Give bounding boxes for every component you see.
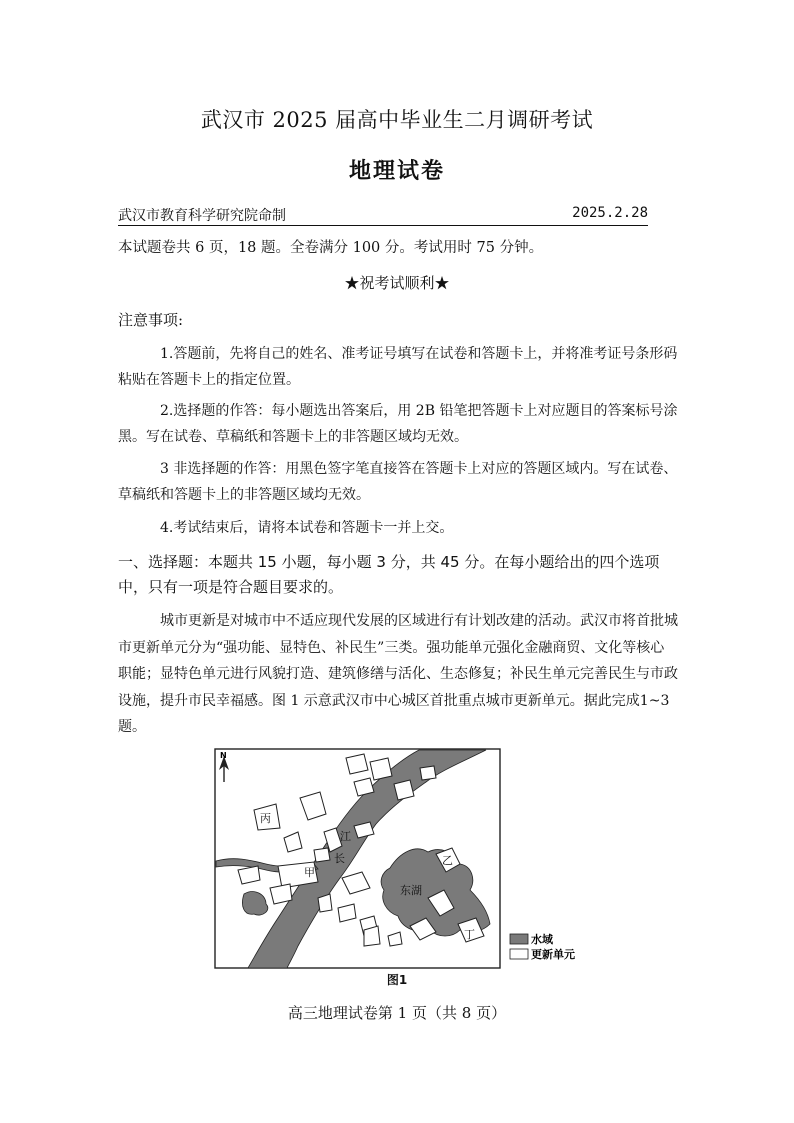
- label-donghu: 东湖: [400, 884, 422, 897]
- page-footer: 高三地理试卷第 1 页（共 8 页）: [287, 1004, 507, 1022]
- notice-item-2: 2.选择题的作答：每小题选出答案后，用 2B 铅笔把答题卡上对应题目的答案标号涂黑。写在试卷、草稿纸和答题卡上的非答题区域均无效。: [118, 403, 678, 445]
- legend: [510, 932, 575, 961]
- label-bing: 丙: [260, 812, 271, 825]
- unit: [370, 758, 392, 780]
- author: 武汉市教育科学研究院命制: [118, 208, 286, 224]
- section-heading: 一、选择题：本题共 15 小题，每小题 3 分，共 45 分。在每小题给出的四个选项中，只有一项是符合题目要求的。: [118, 553, 660, 596]
- figure-1-map: [214, 748, 588, 970]
- good-luck-line: ★祝考试顺利★: [344, 274, 450, 292]
- north-label: N: [220, 751, 227, 760]
- exam-subject: 地理试卷: [348, 158, 445, 184]
- label-jiang: 江: [340, 830, 351, 843]
- notice-item-4: 4.考试结束后，请将本试卷和答题卡一并上交。: [160, 520, 454, 536]
- notice-heading: 注意事项:: [118, 311, 184, 329]
- label-chang: 长: [334, 852, 345, 865]
- exam-info: 本试题卷共 6 页，18 题。全卷满分 100 分。考试用时 75 分钟。: [118, 240, 544, 256]
- label-jia: 甲: [304, 866, 315, 879]
- author-row: [118, 205, 648, 226]
- unit: [394, 780, 414, 800]
- unit: [364, 926, 380, 946]
- unit: [314, 848, 330, 862]
- legend-unit: 更新单元: [531, 948, 575, 961]
- exam-title: 武汉市 2025 届高中毕业生二月调研考试: [200, 108, 594, 132]
- notice-item-1: 1.答题前，先将自己的姓名、准考证号填写在试卷和答题卡上，并将准考证号条形码粘贴在答题卡上的指定位置。: [118, 346, 678, 388]
- unit: [346, 754, 368, 774]
- unit: [270, 884, 292, 904]
- unit: [420, 766, 436, 780]
- legend-water: 水域: [531, 933, 553, 946]
- label-yi: 乙: [442, 854, 453, 867]
- passage: 城市更新是对城市中不适应现代发展的区域进行有计划改建的活动。武汉市将首批城市更新单元分为“强功能、显特色、补民生”三类。强功能单元强化金融商贸、文化等核心职能；显特色单元进行风貌打造、建筑修缮与活化、生态修复；补民生单元完善民生与市政设施，提升市民幸福感。图 1 示意武汉市中心城区首批重点城市更新单元。据此完成1~3 题。: [118, 613, 678, 735]
- figure-caption: 图1: [386, 973, 408, 987]
- notice-item-3: 3 非选择题的作答：用黑色签字笔直接答在答题卡上对应的答题区域内。写在试卷、草稿纸和答题卡上的非答题区域均无效。: [118, 461, 678, 503]
- exam-date: 2025.2.28: [572, 205, 648, 221]
- label-ding: 丁: [464, 928, 475, 941]
